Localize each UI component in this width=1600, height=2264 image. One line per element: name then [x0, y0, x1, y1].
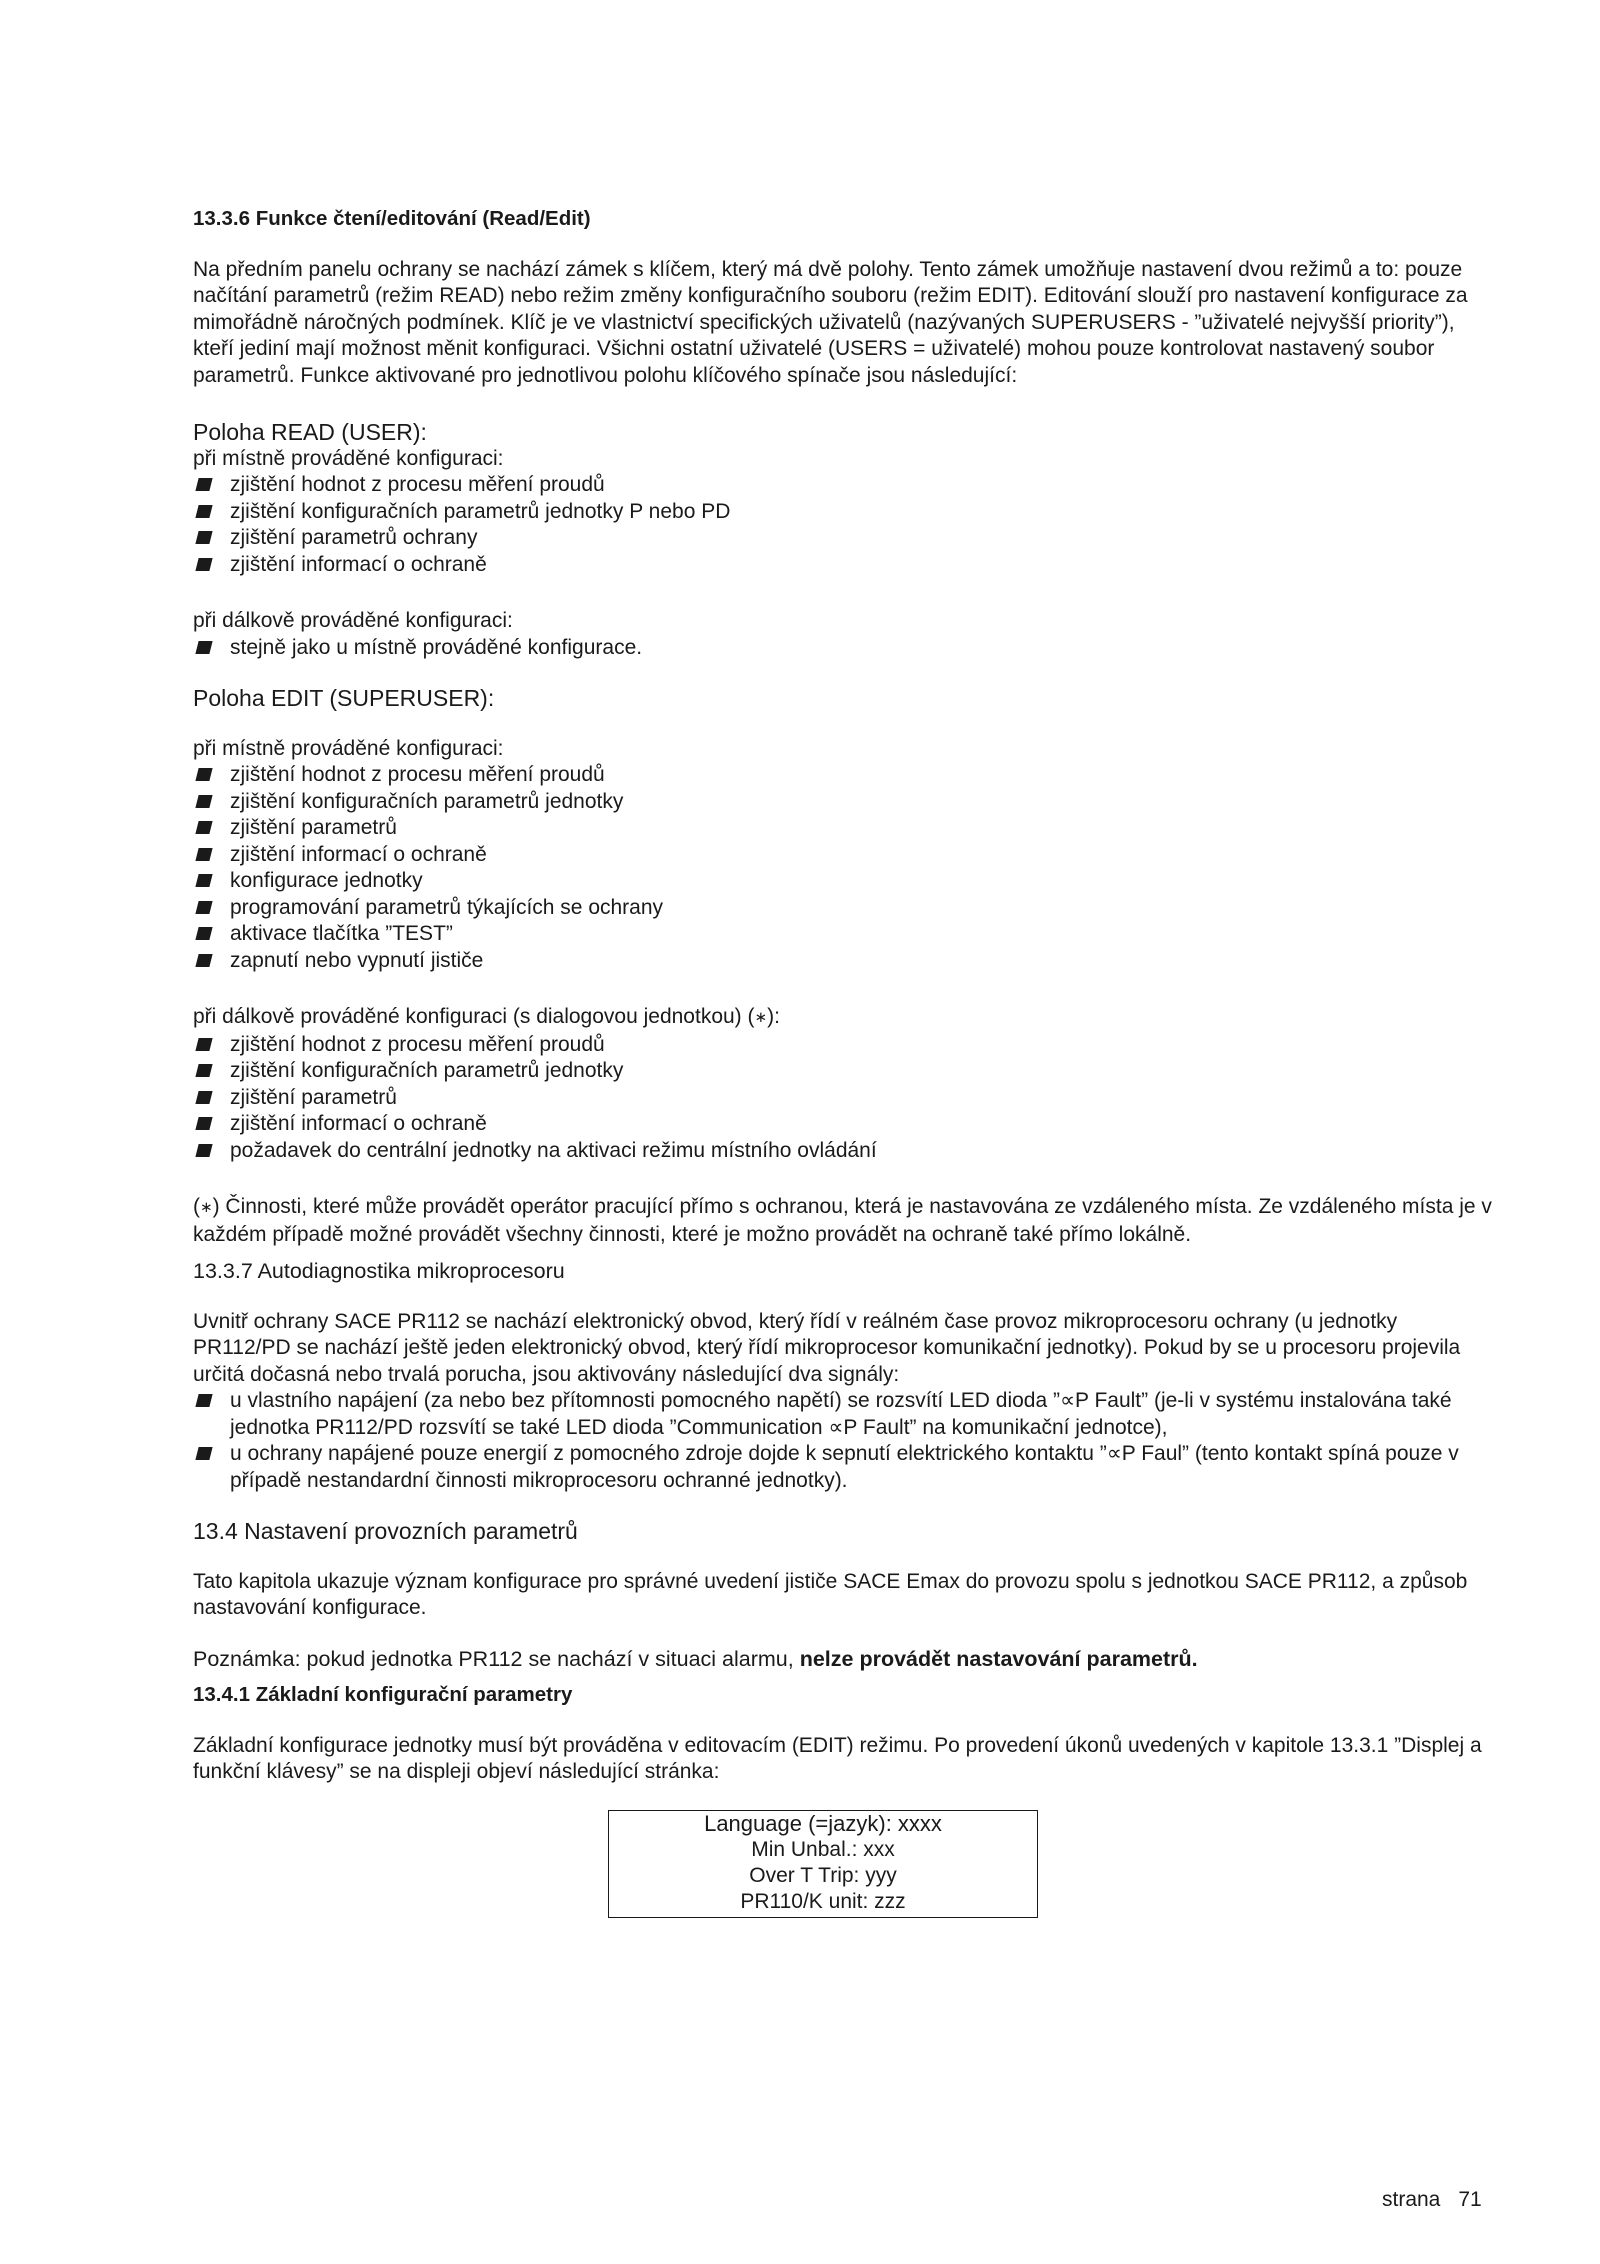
section-title-13-3-7: 13.3.7 Autodiagnostika mikroprocesoru	[193, 1259, 565, 1283]
list-item: zjištění informací o ochraně	[193, 1111, 1493, 1138]
list-item: konfigurace jednotky	[193, 868, 1493, 895]
read-local-list	[193, 472, 1493, 578]
list-item: zjištění hodnot z procesu měření proudů	[193, 1032, 1493, 1059]
list-item: u ochrany napájené pouze energií z pomocného zdroje dojde k sepnutí elektrického kontaktu ”∝P Faul” (tento kontakt spíná pouze v případě nestandardní činnosti mikroprocesoru ochranné jednotky).	[193, 1441, 1493, 1494]
footnote-star-icon: ∗	[200, 1199, 213, 1216]
list-item: programování parametrů týkajících se ochrany	[193, 895, 1493, 922]
basic-config-paragraph: Základní konfigurace jednotky musí být prováděna v editovacím (EDIT) režimu. Po provedení úkonů uvedených v kapitole 13.3.1 ”Displej a funkční klávesy” se na displeji objeví následující stránka:	[193, 1733, 1482, 1783]
read-mode-heading: Poloha READ (USER):	[193, 419, 427, 445]
list-item: zapnutí nebo vypnutí jističe	[193, 948, 1493, 975]
edit-local-list	[193, 762, 1493, 974]
edit-remote-label: při dálkově prováděné konfiguraci (s dialogovou jednotkou) (∗):	[193, 1005, 780, 1028]
display-line-unit: PR110/K unit: zzz	[740, 1889, 906, 1913]
list-item: zjištění parametrů	[193, 815, 1493, 842]
list-item: u vlastního napájení (za nebo bez přítomnosti pomocného napětí) se rozsvítí LED dioda ”∝P Fault” (je-li v systému instalována také jednotka PR112/PD rozsvítí se také LED dioda ”Communication ∝P Fault” na komunikační jednotce),	[193, 1388, 1493, 1441]
list-item: zjištění konfiguračních parametrů jednotky	[193, 789, 1493, 816]
section-title-13-3-6: 13.3.6 Funkce čtení/editování (Read/Edit)	[193, 207, 591, 230]
read-local-label: při místně prováděné konfiguraci:	[193, 446, 504, 470]
document-page	[193, 206, 1493, 1918]
list-item: zjištění konfiguračních parametrů jednotky	[193, 1058, 1493, 1085]
display-line-language: Language (=jazyk): xxxx	[704, 1810, 942, 1836]
list-item: stejně jako u místně prováděné konfigurace.	[193, 635, 1493, 662]
autodiagnostics-paragraph: Uvnitř ochrany SACE PR112 se nachází elektronický obvod, který řídí v reálném čase provoz mikroprocesoru ochrany (u jednotky PR112/PD se nachází ještě jeden elektronický obvod, který řídí mikroprocesor komunikační jednotky). Pokud by se u procesoru projevila určitá dočasná nebo trvalá porucha, jsou aktivovány následující dva signály:	[193, 1309, 1461, 1386]
intro-paragraph: Na předním panelu ochrany se nachází zámek s klíčem, který má dvě polohy. Tento zámek umožňuje nastavení dvou režimů a to: pouze načítání parametrů (režim READ) nebo režim změny konfiguračního souboru (režim EDIT). Editování slouží pro nastavení konfigurace za mimořádně náročných podmínek. Klíč je ve vlastnictví specifických uživatelů (nazývaných SUPERUSERS - ”uživatelé nejvyšší priority”), kteří jediní mají možnost měnit konfiguraci. Všichni ostatní uživatelé (USERS = uživatelé) mohou pouze kontrolovat nastavený soubor parametrů. Funkce aktivované pro jednotlivou polohu klíčového spínače jsou následující:	[193, 257, 1468, 387]
page-number: 71	[1458, 2188, 1482, 2211]
edit-local-label: při místně prováděné konfiguraci:	[193, 736, 504, 760]
read-remote-list	[193, 635, 1493, 662]
section-title-13-4: 13.4 Nastavení provozních parametrů	[193, 1518, 578, 1544]
list-item: aktivace tlačítka ”TEST”	[193, 921, 1493, 948]
page-footer	[1382, 2188, 1482, 2212]
edit-mode-heading: Poloha EDIT (SUPERUSER):	[193, 685, 495, 711]
display-line-min-unbal: Min Unbal.: xxx	[751, 1837, 895, 1861]
list-item: zjištění hodnot z procesu měření proudů	[193, 472, 1493, 499]
list-item: požadavek do centrální jednotky na aktivaci režimu místního ovládání	[193, 1138, 1493, 1165]
display-screen-box	[608, 1810, 1038, 1918]
autodiagnostics-list	[193, 1388, 1493, 1494]
section-title-13-4-1: 13.4.1 Základní konfigurační parametry	[193, 1683, 573, 1706]
display-line-over-t-trip: Over T Trip: yyy	[749, 1863, 897, 1887]
read-remote-label: při dálkově prováděné konfiguraci:	[193, 609, 513, 632]
list-item: zjištění parametrů	[193, 1085, 1493, 1112]
list-item: zjištění informací o ochraně	[193, 842, 1493, 869]
list-item: zjištění parametrů ochrany	[193, 525, 1493, 552]
page-label: strana	[1382, 2188, 1441, 2211]
settings-paragraph: Tato kapitola ukazuje význam konfigurace pro správné uvedení jističe SACE Emax do provozu spolu s jednotkou SACE PR112, a způsob nastavování konfigurace.	[193, 1569, 1468, 1619]
footnote: (∗) Činnosti, které může provádět operátor pracující přímo s ochranou, která je nastavována ze vzdáleného místa. Ze vzdáleného místa je v každém případě možné provádět všechny činnosti, které je možno provádět na ochraně také přímo lokálně.	[193, 1195, 1492, 1246]
list-item: zjištění konfiguračních parametrů jednotky P nebo PD	[193, 499, 1493, 526]
footnote-star-icon: ∗	[754, 1009, 768, 1026]
list-item: zjištění hodnot z procesu měření proudů	[193, 762, 1493, 789]
list-item: zjištění informací o ochraně	[193, 552, 1493, 579]
edit-remote-list	[193, 1032, 1493, 1165]
settings-note: Poznámka: pokud jednotka PR112 se nachází v situaci alarmu, nelze provádět nastavování parametrů.	[193, 1646, 1198, 1671]
